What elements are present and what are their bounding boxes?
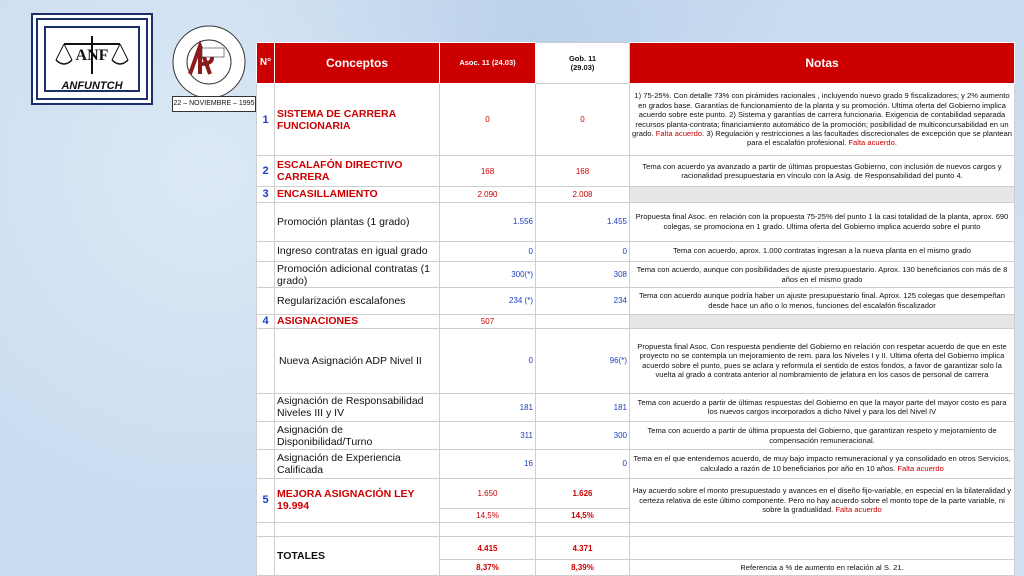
row-nota <box>630 186 1015 202</box>
row-concept: Asignación de Responsabilidad Niveles III y IV <box>275 393 440 421</box>
table-row <box>257 478 1015 508</box>
row-gob: 2.008 <box>536 186 630 202</box>
row-gob: 181 <box>536 393 630 421</box>
row-gob: 234 <box>536 288 630 314</box>
totals-gob-pct: 8,39% <box>536 559 630 575</box>
totals-row <box>257 537 1015 559</box>
nota-status: Falta acuerdo <box>897 463 944 473</box>
row-asoc: 1.556 <box>440 203 536 242</box>
row-nota <box>630 450 1015 478</box>
row-gob: 96(*) <box>536 328 630 393</box>
table-row <box>257 83 1015 156</box>
row-asoc: 0 <box>440 83 536 156</box>
table-row-spacer <box>257 523 1015 537</box>
row-asoc: 0 <box>440 241 536 261</box>
table-row <box>257 186 1015 202</box>
row-nota: Propuesta final Asoc. en relación con la propuesta 75-25% del punto 1 la casi totalidad de la planta, aprox. 690 colegas, se promociona en 1 grado. Ultima oferta del Gobierno implica acuerdo sobre el punto <box>630 203 1015 242</box>
totals-nota: Referencia a % de aumento en relación al S. 21. <box>630 559 1015 575</box>
row-asoc: 2.090 <box>440 186 536 202</box>
row-asoc: 507 <box>440 314 536 328</box>
nota-text: 1) 75-25%. Con detalle 73% con pirámides racionales , incluyendo nuevo grado 9 fiscalizadores; y 2% aumento en grados base. Garantías de funcionamiento de la planta y su promoción. Ultima oferta del Gobierno implica acuerdo sobre este punto. 2) Sistema y garantías de carrera funcionaria. Exigencia de contabilidad separada recursos planta-contrata; financiamiento automático de la promoción; posibilidad de multiconcursabilidad en un grado. <box>632 91 1010 138</box>
concepts-table <box>256 42 1015 576</box>
association-seal <box>160 16 258 107</box>
row-concept: Promoción plantas (1 grado) <box>275 203 440 242</box>
row-nota <box>630 314 1015 328</box>
nota-text: Hay acuerdo sobre el monto presupuestado y avances en el diseño fijo-variable, en especial en la bilateralidad y certeza relativa de este último componente. Pero no hay acuerdo sobre el monto tope de la parte variable, ni sobre la gradualidad. <box>632 486 1012 515</box>
svg-text:ANF: ANF <box>75 47 109 64</box>
row-gob-pct: 14,5% <box>536 509 630 523</box>
table-row <box>257 421 1015 449</box>
row-number-empty <box>257 421 275 449</box>
row-number-empty <box>257 203 275 242</box>
row-asoc: 234 (*) <box>440 288 536 314</box>
seal-icon <box>160 16 258 98</box>
logo-text: ANFUNTCH <box>61 80 123 92</box>
row-nota: Tema con acuerdo a partir de últimas respuestas del Gobierno en que la mayor parte del mayor costo es para los nuevos cargos incorporados a dicho Nivel y para los del Nivel IV <box>630 393 1015 421</box>
table-row <box>257 261 1015 287</box>
row-asoc: 1.650 <box>440 478 536 508</box>
row-number-empty <box>257 450 275 478</box>
table-row <box>257 203 1015 242</box>
row-number-empty <box>257 328 275 393</box>
totals-label: TOTALES <box>275 537 440 576</box>
table-row <box>257 450 1015 478</box>
header-gob-date: (29.03) <box>570 62 595 72</box>
table-header <box>257 43 1015 84</box>
nota-text-b: 3) Regulación y restricciones a las facultades discrecionales de excepción que se plantean para el escalafón profesional. <box>706 128 1012 148</box>
nota-status: Falta acuerdo <box>835 505 882 515</box>
row-nota <box>630 478 1015 523</box>
row-concept: Asignación de Experiencia Calificada <box>275 450 440 478</box>
row-concept: SISTEMA DE CARRERA FUNCIONARIA <box>275 83 440 156</box>
row-gob: 168 <box>536 156 630 186</box>
nota-status-b: Falta acuerdo. <box>848 138 897 148</box>
totals-gob: 4.371 <box>536 537 630 559</box>
row-gob: 0 <box>536 450 630 478</box>
row-gob: 1.626 <box>536 478 630 508</box>
row-asoc: 0 <box>440 328 536 393</box>
row-nota: Tema con acuerdo a partir de última propuesta del Gobierno, que garantizan respeto y mejoramiento de compensación remuneracional. <box>630 421 1015 449</box>
row-gob: 300 <box>536 421 630 449</box>
table-row <box>257 288 1015 314</box>
row-number: 2 <box>257 156 275 186</box>
row-number: 1 <box>257 83 275 156</box>
header-num: N° <box>257 43 275 84</box>
row-concept: Ingreso contratas en igual grado <box>275 241 440 261</box>
table-row <box>257 156 1015 186</box>
anfuntch-logo <box>36 18 148 100</box>
row-number: 5 <box>257 478 275 523</box>
row-gob: 1.455 <box>536 203 630 242</box>
totals-asoc-pct: 8,37% <box>440 559 536 575</box>
row-number: 4 <box>257 314 275 328</box>
seal-date: 22 – NOVIEMBRE – 1995 <box>172 96 256 112</box>
row-number: 3 <box>257 186 275 202</box>
row-asoc: 181 <box>440 393 536 421</box>
row-number-empty <box>257 241 275 261</box>
row-number-empty <box>257 261 275 287</box>
row-nota <box>630 83 1015 156</box>
row-asoc: 168 <box>440 156 536 186</box>
header-gob <box>536 43 630 84</box>
row-number-empty <box>257 537 275 576</box>
scales-icon <box>42 26 142 86</box>
row-gob: 308 <box>536 261 630 287</box>
row-nota: Tema con acuerdo aunque podría haber un ajuste presupuestario final. Aprox. 125 colegas que desempeñan desde hace un año o lo menos, funciones del escalafón fiscalizador <box>630 288 1015 314</box>
row-nota: Tema con acuerdo, aprox. 1.000 contratas ingresan a la nueva planta en el mismo grado <box>630 241 1015 261</box>
header-notas: Notas <box>630 43 1015 84</box>
table-row <box>257 314 1015 328</box>
nota-status: Falta acuerdo. <box>655 128 705 138</box>
header-asoc: Asoc. 11 (24.03) <box>440 43 536 84</box>
row-concept: Asignación de Disponibilidad/Turno <box>275 421 440 449</box>
table-row <box>257 328 1015 393</box>
header-gob-label: Gob. 11 <box>568 53 597 63</box>
row-gob: 0 <box>536 83 630 156</box>
row-number-empty <box>257 393 275 421</box>
row-number-empty <box>257 288 275 314</box>
row-concept: ENCASILLAMIENTO <box>275 186 440 202</box>
row-concept: ASIGNACIONES <box>275 314 440 328</box>
row-asoc-pct: 14,5% <box>440 509 536 523</box>
row-concept: MEJORA ASIGNACIÓN LEY 19.994 <box>275 478 440 523</box>
row-gob: 0 <box>536 241 630 261</box>
row-gob <box>536 314 630 328</box>
row-nota: Tema con acuerdo ya avanzado a partir de últimas propuestas Gobierno, con inclusión de nuevos cargos y racionalidad presupuestaria en vínculo con la Asig. de Responsabilidad del punto 4. <box>630 156 1015 186</box>
table-row <box>257 393 1015 421</box>
table-row <box>257 241 1015 261</box>
totals-nota-empty <box>630 537 1015 559</box>
row-nota: Propuesta final Asoc. Con respuesta pendiente del Gobierno en relación con respetar acuerdo de que en este proyecto no se contempla un mejoramiento de rem. para los Niveles I y II. Ultima oferta del Gobierno implica acuerdo sobre el punto, pues se aclara y reformula el sentido de estos fondos, a favor de garantizar solo la vuelta al grado a contrata anterior al nombramiento de jefatura en los casos de personal de carrera <box>630 328 1015 393</box>
row-concept: Nueva Asignación ADP Nivel II <box>275 328 440 393</box>
totals-asoc: 4.415 <box>440 537 536 559</box>
header-conceptos: Conceptos <box>275 43 440 84</box>
row-concept: ESCALAFÓN DIRECTIVO CARRERA <box>275 156 440 186</box>
row-asoc: 16 <box>440 450 536 478</box>
row-asoc: 311 <box>440 421 536 449</box>
row-asoc: 300(*) <box>440 261 536 287</box>
row-nota: Tema con acuerdo, aunque con posibilidades de ajuste presupuestario. Aprox. 130 beneficiarios con más de 8 años en el mismo grado <box>630 261 1015 287</box>
nota-text: Tema en el que entendemos acuerdo, de muy bajo impacto remuneracional y ya consolidado en otros Servicios, calculado a razón de 10 beneficiarios por año en 10 años. <box>633 454 1011 473</box>
row-concept: Promoción adicional contratas (1 grado) <box>275 261 440 287</box>
row-concept: Regularización escalafones <box>275 288 440 314</box>
